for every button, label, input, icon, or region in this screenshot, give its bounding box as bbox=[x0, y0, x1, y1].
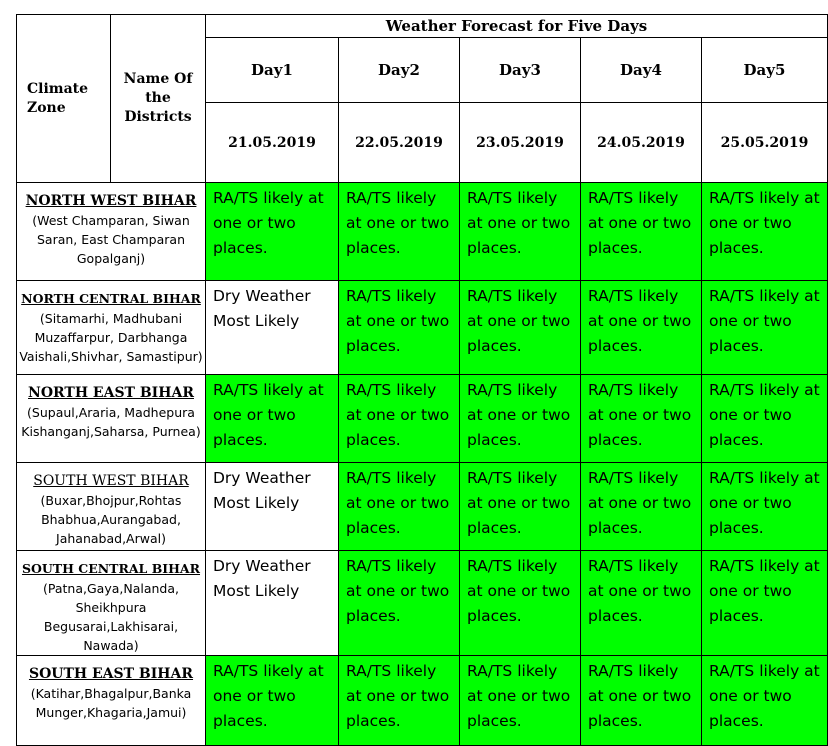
date-header: 22.05.2019 bbox=[339, 103, 460, 183]
date-header: 21.05.2019 bbox=[206, 103, 339, 183]
forecast-cell: RA/TS likely at one or two places. bbox=[460, 281, 581, 375]
region-cell bbox=[17, 183, 206, 281]
forecast-cell: RA/TS likely at one or two places. bbox=[206, 656, 339, 746]
forecast-cell: RA/TS likely at one or two places. bbox=[702, 463, 828, 551]
region-cell bbox=[17, 281, 206, 375]
title-row bbox=[17, 15, 828, 38]
district-list: (Katihar,Bhagalpur,Banka Munger,Khagaria,Jamui) bbox=[30, 686, 192, 720]
forecast-cell: RA/TS likely at one or two places. bbox=[339, 551, 460, 656]
district-list: (Buxar,Bhojpur,Rohtas Bhabhua,Aurangabad, Jahanabad,Arwal) bbox=[40, 493, 182, 546]
forecast-cell: RA/TS likely at one or two places. bbox=[339, 463, 460, 551]
table-row bbox=[17, 183, 828, 281]
zone-name: SOUTH CENTRAL BIHAR bbox=[21, 561, 201, 576]
forecast-cell: RA/TS likely at one or two places. bbox=[702, 656, 828, 746]
forecast-cell: RA/TS likely at one or two places. bbox=[339, 656, 460, 746]
forecast-cell: RA/TS likely at one or two places. bbox=[581, 281, 702, 375]
day-header: Day2 bbox=[339, 38, 460, 103]
forecast-cell: RA/TS likely at one or two places. bbox=[581, 463, 702, 551]
zone-name: SOUTH EAST BIHAR bbox=[28, 666, 194, 682]
district-list: (Patna,Gaya,Nalanda, Sheikhpura Begusarai,Lakhisarai, Nawada) bbox=[43, 581, 179, 653]
zone-name: SOUTH WEST BIHAR bbox=[33, 473, 189, 489]
climate-zone-header: Climate Zone bbox=[17, 15, 111, 183]
forecast-cell: RA/TS likely at one or two places. bbox=[460, 463, 581, 551]
date-header: 23.05.2019 bbox=[460, 103, 581, 183]
districts-header: Name Of the Districts bbox=[111, 15, 206, 183]
forecast-cell: RA/TS likely at one or two places. bbox=[206, 183, 339, 281]
forecast-cell: RA/TS likely at one or two places. bbox=[460, 551, 581, 656]
day-header: Day5 bbox=[702, 38, 828, 103]
forecast-cell: RA/TS likely at one or two places. bbox=[339, 375, 460, 463]
zone-name: NORTH CENTRAL BIHAR bbox=[21, 291, 201, 306]
region-cell bbox=[17, 551, 206, 656]
forecast-cell: RA/TS likely at one or two places. bbox=[702, 551, 828, 656]
day-header: Day1 bbox=[206, 38, 339, 103]
forecast-cell: RA/TS likely at one or two places. bbox=[581, 183, 702, 281]
forecast-cell: RA/TS likely at one or two places. bbox=[460, 656, 581, 746]
forecast-cell: RA/TS likely at one or two places. bbox=[702, 375, 828, 463]
forecast-title: Weather Forecast for Five Days bbox=[206, 15, 828, 38]
forecast-cell: RA/TS likely at one or two places. bbox=[339, 281, 460, 375]
forecast-cell: Dry Weather Most Likely bbox=[206, 551, 339, 656]
zone-name: NORTH WEST BIHAR bbox=[25, 193, 197, 209]
district-list: (Sitamarhi, Madhubani Muzaffarpur, Darbhanga Vaishali,Shivhar, Samastipur) bbox=[19, 311, 203, 364]
region-cell bbox=[17, 656, 206, 746]
table-row bbox=[17, 463, 828, 551]
forecast-cell: RA/TS likely at one or two places. bbox=[206, 375, 339, 463]
forecast-cell: RA/TS likely at one or two places. bbox=[460, 183, 581, 281]
forecast-cell: RA/TS likely at one or two places. bbox=[581, 551, 702, 656]
forecast-cell: RA/TS likely at one or two places. bbox=[702, 183, 828, 281]
zone-name: NORTH EAST BIHAR bbox=[28, 385, 194, 401]
forecast-cell: Dry Weather Most Likely bbox=[206, 281, 339, 375]
table-row bbox=[17, 656, 828, 746]
table-row bbox=[17, 551, 828, 656]
forecast-cell: Dry Weather Most Likely bbox=[206, 463, 339, 551]
forecast-cell: RA/TS likely at one or two places. bbox=[702, 281, 828, 375]
forecast-table bbox=[16, 14, 828, 746]
district-list: (West Champaran, Siwan Saran, East Champaran Gopalganj) bbox=[32, 213, 190, 266]
table-row bbox=[17, 281, 828, 375]
forecast-cell: RA/TS likely at one or two places. bbox=[581, 656, 702, 746]
table-row bbox=[17, 375, 828, 463]
district-list: (Supaul,Araria, Madhepura Kishanganj,Saharsa, Purnea) bbox=[21, 405, 201, 439]
date-header: 24.05.2019 bbox=[581, 103, 702, 183]
date-header: 25.05.2019 bbox=[702, 103, 828, 183]
region-cell bbox=[17, 463, 206, 551]
forecast-cell: RA/TS likely at one or two places. bbox=[581, 375, 702, 463]
region-cell bbox=[17, 375, 206, 463]
forecast-cell: RA/TS likely at one or two places. bbox=[460, 375, 581, 463]
forecast-cell: RA/TS likely at one or two places. bbox=[339, 183, 460, 281]
day-header: Day4 bbox=[581, 38, 702, 103]
day-header: Day3 bbox=[460, 38, 581, 103]
